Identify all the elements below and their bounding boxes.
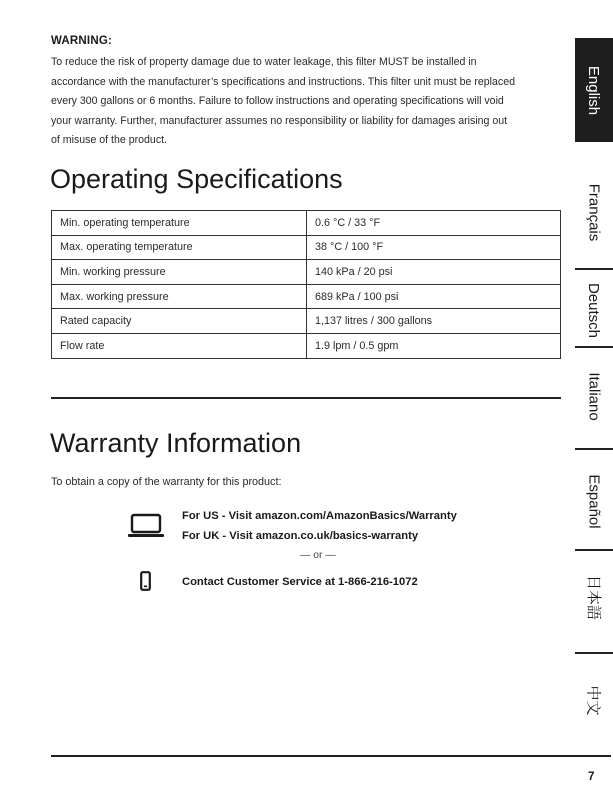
warning-line: of misuse of the product. bbox=[51, 134, 168, 147]
laptop-icon bbox=[128, 513, 164, 539]
spec-label: Min. operating temperature bbox=[52, 211, 307, 236]
warning-line: To reduce the risk of property damage due to water leakage, this filter MUST be installed in bbox=[51, 56, 477, 68]
tab-japanese-label: 日本語 bbox=[584, 574, 602, 620]
table-row bbox=[52, 284, 561, 309]
footer-rule bbox=[51, 755, 611, 757]
tab-espanol-label: Español bbox=[585, 473, 603, 529]
warning-body bbox=[51, 53, 563, 151]
spec-value: 0.6 °C / 33 °F bbox=[307, 211, 561, 236]
tab-separator bbox=[575, 448, 613, 450]
warranty-us-link[interactable]: For US - Visit amazon.com/AmazonBasics/Warranty bbox=[182, 510, 457, 522]
tab-separator bbox=[575, 652, 613, 654]
table-row bbox=[52, 260, 561, 285]
warranty-intro: To obtain a copy of the warranty for this product: bbox=[51, 476, 282, 488]
table-row bbox=[52, 235, 561, 260]
tab-separator bbox=[575, 549, 613, 551]
spec-label: Flow rate bbox=[52, 333, 307, 358]
spec-value: 1,137 litres / 300 gallons bbox=[307, 309, 561, 334]
tab-espanol[interactable] bbox=[575, 458, 613, 544]
tab-deutsch-label: Deutsch bbox=[585, 282, 603, 338]
tab-francais[interactable] bbox=[575, 172, 613, 252]
spec-value: 38 °C / 100 °F bbox=[307, 235, 561, 260]
tab-separator bbox=[575, 268, 613, 270]
spec-label: Rated capacity bbox=[52, 309, 307, 334]
section-divider bbox=[51, 397, 561, 399]
page-number: 7 bbox=[588, 771, 595, 783]
warranty-heading: Warranty Information bbox=[50, 428, 302, 458]
tab-english[interactable] bbox=[575, 38, 613, 142]
spec-label: Max. working pressure bbox=[52, 284, 307, 309]
tab-english-label: English bbox=[585, 65, 603, 115]
spec-value: 140 kPa / 20 psi bbox=[307, 260, 561, 285]
tab-chinese[interactable] bbox=[575, 662, 613, 738]
warning-line: your warranty. Further, manufacturer assumes no responsibility or liability for damages arising out bbox=[51, 114, 508, 127]
tab-francais-label: Français bbox=[585, 183, 603, 241]
table-row bbox=[52, 211, 561, 236]
or-separator: — or — bbox=[300, 550, 336, 561]
warning-line: every 300 gallons or 6 months. Failure to follow instructions and operating specifications will void bbox=[51, 95, 504, 108]
warning-title: WARNING: bbox=[51, 35, 113, 47]
spec-value: 689 kPa / 100 psi bbox=[307, 284, 561, 309]
tab-japanese[interactable] bbox=[575, 556, 613, 638]
spec-value: 1.9 lpm / 0.5 gpm bbox=[307, 333, 561, 358]
tab-deutsch[interactable] bbox=[575, 278, 613, 342]
phone-icon bbox=[140, 571, 151, 591]
contact-customer-service[interactable]: Contact Customer Service at 1-866-216-1072 bbox=[182, 576, 418, 588]
tab-italiano-label: Italiano bbox=[585, 371, 603, 421]
table-row bbox=[52, 333, 561, 358]
specs-heading: Operating Specifications bbox=[50, 164, 343, 194]
spec-label: Min. working pressure bbox=[52, 260, 307, 285]
warning-line: accordance with the manufacturer’s specifications and instructions. This filter unit must be replaced bbox=[51, 75, 516, 88]
tab-italiano[interactable] bbox=[575, 356, 613, 436]
tab-chinese-label: 中文 bbox=[584, 684, 602, 716]
warranty-uk-link[interactable]: For UK - Visit amazon.co.uk/basics-warranty bbox=[182, 530, 419, 542]
specs-table bbox=[51, 210, 561, 359]
spec-label: Max. operating temperature bbox=[52, 235, 307, 260]
table-row bbox=[52, 309, 561, 334]
tab-separator bbox=[575, 346, 613, 348]
